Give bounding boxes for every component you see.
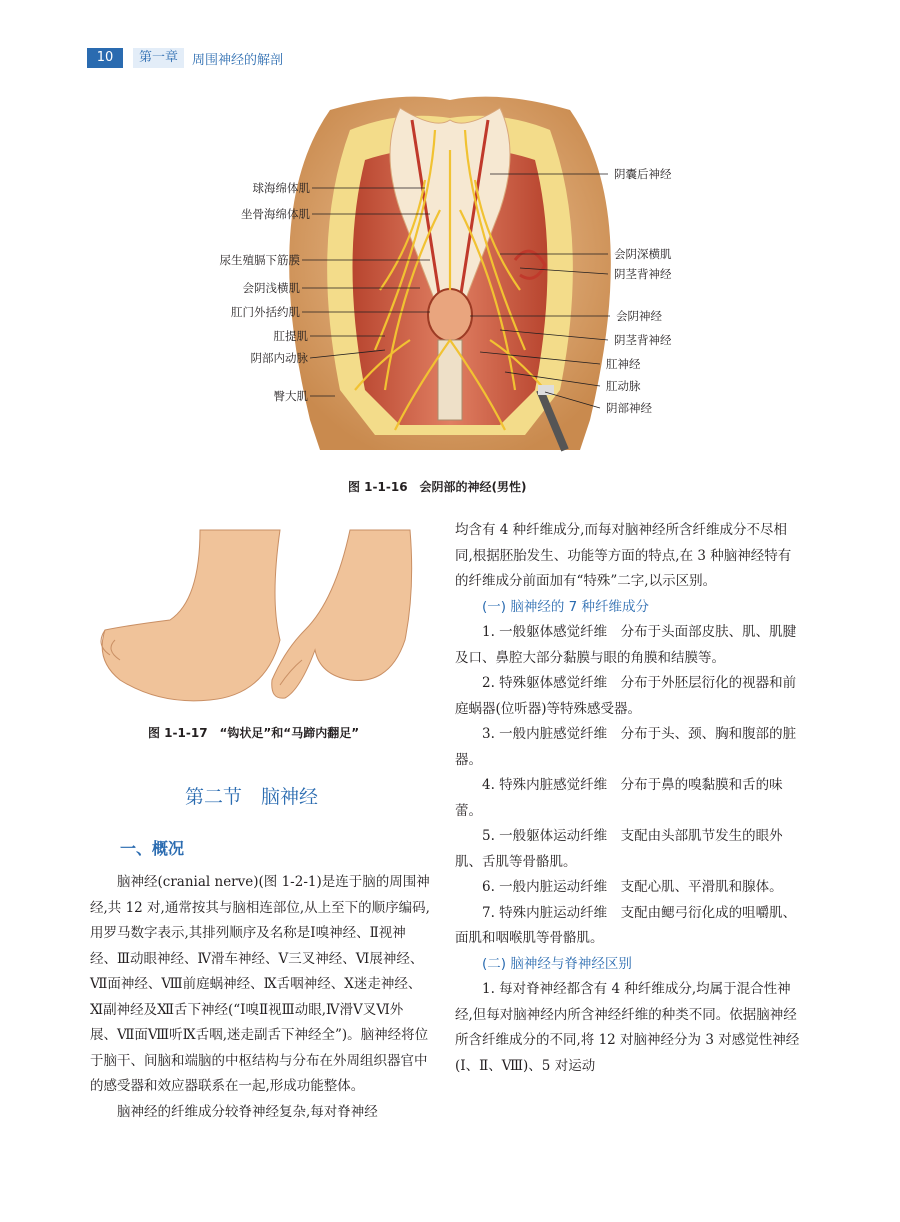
figure2-caption: 图 1-1-17 “钩状足”和“马蹄内翻足” [148,726,360,740]
label-right-1: 阴囊后神经 [614,167,672,181]
feet-deformity-illustration [90,520,420,710]
label-left-6: 肛提肌 [273,329,308,343]
label-right-6: 肛神经 [606,357,641,371]
label-left-8: 臀大肌 [273,389,308,403]
label-right-5: 阴茎背神经 [614,333,672,347]
list-item: 1. 一般躯体感觉纤维 分布于头面部皮肤、肌、肌腱及口、鼻腔大部分黏膜与眼的角膜和结膜等。 [455,624,797,666]
label-right-7: 肛动脉 [606,379,641,393]
subheading-difference: (二) 脑神经与脊神经区别 [482,955,632,972]
label-left-5: 肛门外括约肌 [231,305,300,319]
paragraph: 脑神经(cranial nerve)(图 1-2-1)是连于脑的周围神经,共 12 对,通常按其与脑相连部位,从上至下的顺序编码,用罗马数字表示,其排列顺序及名称是Ⅰ嗅神经、Ⅱ视神经、Ⅲ动眼神经、Ⅳ滑车神经、Ⅴ三叉神经、Ⅵ展神经、Ⅶ面神经、Ⅷ前庭蜗神经、Ⅸ舌咽神经、Ⅹ迷走神经、Ⅺ副神经及Ⅻ舌下神经(“Ⅰ嗅Ⅱ视Ⅲ动眼,Ⅳ滑Ⅴ叉Ⅵ外展、Ⅶ面Ⅷ听Ⅸ舌咽,迷走副舌下神经全”)。脑神经将位于脑干、间脑和端脑的中枢结构与分布在外周组织器官中的感受器和效应器联系在一起,形成功能整体。 [90,874,430,1094]
chapter-title: 周围神经的解剖 [192,52,284,68]
label-right-4: 会阴神经 [616,309,662,323]
paragraph: 均含有 4 种纤维成分,而每对脑神经所含纤维成分不尽相同,根据胚胎发生、功能等方面的特点,在 3 种脑神经特有的纤维成分前面加有“特殊”二字,以示区别。 [455,522,792,589]
running-header [87,48,283,68]
paragraph: 脑神经的纤维成分较脊神经复杂,每对脊神经 [117,1103,378,1120]
label-left-1: 球海绵体肌 [252,181,310,195]
list-item: 7. 特殊内脏运动纤维 支配由鳃弓衍化成的咀嚼肌、面肌和咽喉肌等骨骼肌。 [455,904,797,946]
label-right-8: 阴部神经 [606,401,652,415]
list-item: 6. 一般内脏运动纤维 支配心肌、平滑肌和腺体。 [482,879,783,895]
subheading-fiber-types: (一) 脑神经的 7 种纤维成分 [482,598,649,615]
figure1-caption: 图 1-1-16 会阴部的神经(男性) [348,480,527,494]
label-left-3: 尿生殖膈下筋膜 [219,253,300,267]
list-item: 2. 特殊躯体感觉纤维 分布于外胚层衍化的视器和前庭蜗器(位听器)等特殊感受器。 [455,675,797,717]
section-title: 第二节 脑神经 [185,786,319,808]
page-number: 10 [87,48,123,68]
left-column [90,870,430,1125]
list-item: 1. 每对脊神经都含有 4 种纤维成分,均属于混合性神经,但每对脑神经内所含神经纤维的种类不同。依据脑神经所含纤维成分的不同,将 12 对脑神经分为 3 对感觉性神经(Ⅰ、Ⅱ、Ⅷ)、5 对运动 [455,981,800,1074]
label-right-3: 阴茎背神经 [614,267,672,281]
label-left-7: 阴部内动脉 [250,351,308,365]
label-left-4: 会阴浅横肌 [242,281,300,295]
list-item: 5. 一般躯体运动纤维 支配由头部肌节发生的眼外肌、舌肌等骨骼肌。 [455,828,783,870]
right-column [455,518,803,1079]
label-right-2: 会阴深横肌 [614,247,672,261]
label-left-2: 坐骨海绵体肌 [241,207,310,221]
list-item: 4. 特殊内脏感觉纤维 分布于鼻的嗅黏膜和舌的味蕾。 [455,777,783,819]
heading-overview: 一、概况 [120,839,185,858]
list-item: 3. 一般内脏感觉纤维 分布于头、颈、胸和腹部的脏器。 [455,726,797,768]
chapter-label: 第一章 [133,48,184,68]
